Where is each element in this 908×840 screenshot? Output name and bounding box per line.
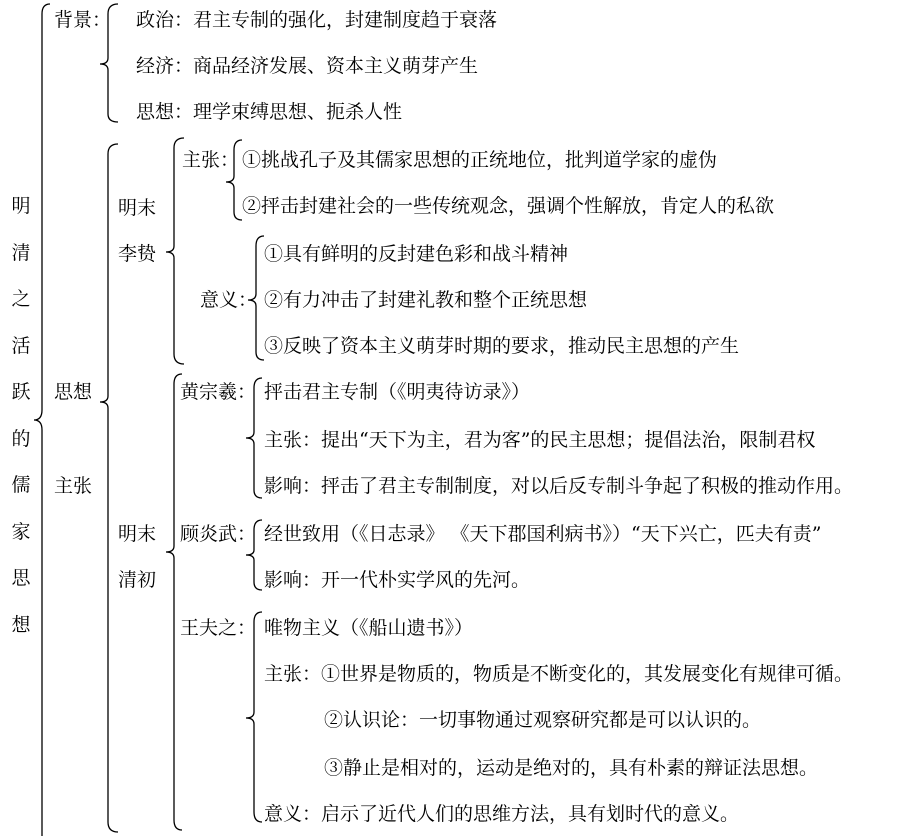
title-char: 明: [11, 195, 31, 217]
background-politics: 政治：君主专制的强化，封建制度趋于衰落: [136, 9, 498, 31]
title-char: 家: [11, 520, 31, 543]
early-qing-period-2: 清初: [118, 569, 157, 591]
claim-label: 主张: [54, 475, 93, 497]
wang-line-2: 主张：①世界是物质的，物质是不断变化的，其发展变化有规律可循。: [264, 663, 854, 685]
background-label: 背景：: [54, 9, 112, 31]
background-thought: 思想：理学束缚思想、扼杀人性: [136, 101, 403, 123]
lizhi-claim-1: ①挑战孔子及其儒家思想的正统地位，批判道学家的虚伪: [242, 149, 718, 171]
thought-bracket: [100, 144, 118, 832]
wang-line-4: ③静止是相对的，运动是绝对的，具有朴素的辩证法思想。: [324, 757, 819, 779]
gu-line-1: 经世致用（《日志录》 《天下郡国利病书》）“天下兴亡，匹夫有责”: [264, 523, 822, 545]
lizhi-claim-2: ②抨击封建社会的一些传统观念，强调个性解放，肯定人的私欲: [242, 195, 775, 217]
main-bracket: [34, 4, 50, 836]
lizhi-significance-3: ③反映了资本主义萌芽时期的要求，推动民主思想的产生: [264, 335, 740, 357]
title-char: 之: [11, 288, 31, 310]
early-qing-period-1: 明末: [118, 523, 157, 545]
huang-line-2: 主张：提出“天下为主，君为客”的民主思想；提倡法治，限制君权: [264, 429, 816, 451]
wang-line-5: 意义：启示了近代人们的思维方法，具有划时代的意义。: [264, 803, 740, 825]
huang-line-3: 影响：抨击了君主专制制度，对以后反专制斗争起了积极的推动作用。: [264, 475, 854, 497]
title-char: 儒: [11, 474, 31, 496]
lizhi-claims-label: 主张：: [182, 149, 240, 171]
title-char: 跃: [11, 381, 31, 403]
lizhi-period: 明末: [118, 197, 157, 219]
wang-bracket: [246, 612, 262, 822]
thought-label: 思想: [54, 381, 93, 403]
lizhi-significance-label: 意义：: [200, 289, 258, 311]
title-char: 活: [11, 334, 31, 357]
title-char: 清: [11, 241, 31, 264]
lizhi-name: 李贽: [118, 243, 157, 265]
wang-line-1: 唯物主义（《船山遗书》）: [264, 617, 474, 639]
background-economy: 经济：商品经济发展、资本主义萌芽产生: [136, 55, 479, 77]
wang-name: 王夫之：: [180, 617, 257, 639]
wang-line-3: ②认识论：一切事物通过观察研究都是可以认识的。: [324, 709, 762, 731]
lizhi-significance-2: ②有力冲击了封建礼教和整个正统思想: [264, 289, 588, 311]
huang-line-1: 抨击君主专制（《明夷待访录》）: [264, 381, 531, 403]
gu-name: 顾炎武：: [180, 523, 257, 545]
title-char: 想: [11, 613, 31, 636]
gu-line-2: 影响：开一代朴实学风的先河。: [264, 569, 531, 591]
lizhi-significance-1: ①具有鲜明的反封建色彩和战斗精神: [264, 243, 569, 265]
early-qing-bracket: [166, 374, 182, 830]
huang-name: 黄宗羲：: [180, 381, 257, 403]
title-char: 的: [11, 427, 31, 450]
title-char: 思: [11, 567, 31, 589]
